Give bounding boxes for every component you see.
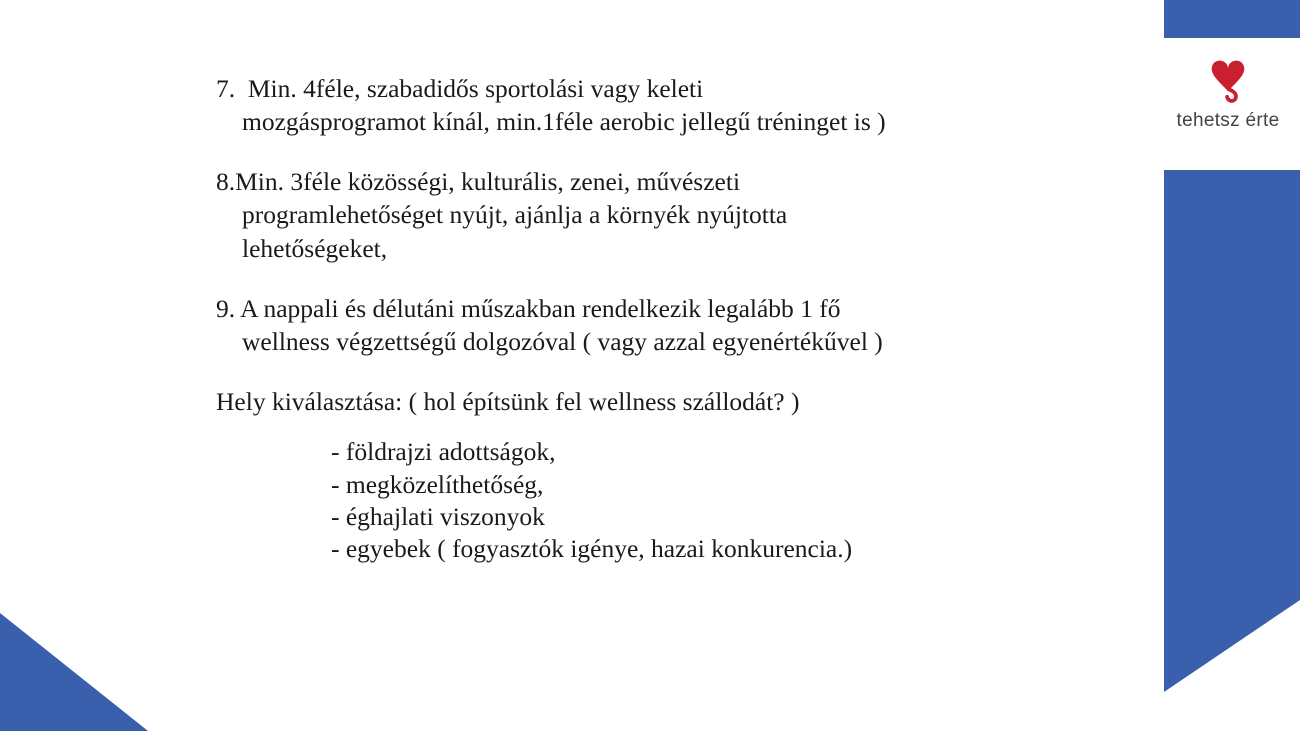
list-item xyxy=(216,165,1116,264)
section-heading-block xyxy=(216,385,1116,418)
list-item xyxy=(216,72,1116,138)
logo-text xyxy=(1164,110,1292,132)
logo-text-primary: tehetsz xyxy=(1176,110,1240,131)
list-item-line xyxy=(216,165,1116,198)
list-item-number: 8. xyxy=(216,167,236,197)
list-item-line: programlehetőséget nyújt, ajánlja a környék nyújtotta xyxy=(242,200,788,230)
sub-list-item: - éghajlati viszonyok xyxy=(331,501,545,531)
list-item-text: A nappali és délutáni műszakban rendelkezik legalább 1 fő xyxy=(240,293,841,323)
list-item-number: 7. xyxy=(216,74,236,103)
sub-list xyxy=(216,436,1116,566)
list-item xyxy=(216,292,1116,358)
list-item-line: wellness végzettségű dolgozóval ( vagy azzal egyenértékűvel ) xyxy=(242,326,883,356)
list-item-line xyxy=(216,292,1116,325)
decorative-notch-right xyxy=(1164,600,1300,692)
decorative-bar-top-right xyxy=(1164,0,1300,38)
list-item-line: lehetőségeket, xyxy=(242,233,388,263)
section-heading: Hely kiválasztása: ( hol építsünk fel wellness szállodát? ) xyxy=(216,386,800,416)
sub-list-item: - földrajzi adottságok, xyxy=(331,437,556,467)
list-item-text: Min. 4féle, szabadidős sportolási vagy keleti xyxy=(247,74,704,103)
list-item-text: Min. 3féle közösségi, kulturális, zenei, művészeti xyxy=(235,167,741,197)
list-item-number: 9. xyxy=(216,293,236,323)
sub-list-item: - megközelíthetőség, xyxy=(331,469,544,499)
decorative-triangle-bottom-left xyxy=(0,613,148,731)
list-item-line xyxy=(216,72,1116,105)
logo-text-secondary: érte xyxy=(1245,110,1280,131)
slide-body xyxy=(216,72,1116,566)
heart-icon xyxy=(1200,52,1256,108)
logo xyxy=(1164,52,1292,152)
list-item-line: mozgásprogramot kínál, min.1féle aerobic jellegű tréninget is ) xyxy=(242,107,886,137)
sub-list-item: - egyebek ( fogyasztók igénye, hazai konkurencia.) xyxy=(331,534,853,564)
